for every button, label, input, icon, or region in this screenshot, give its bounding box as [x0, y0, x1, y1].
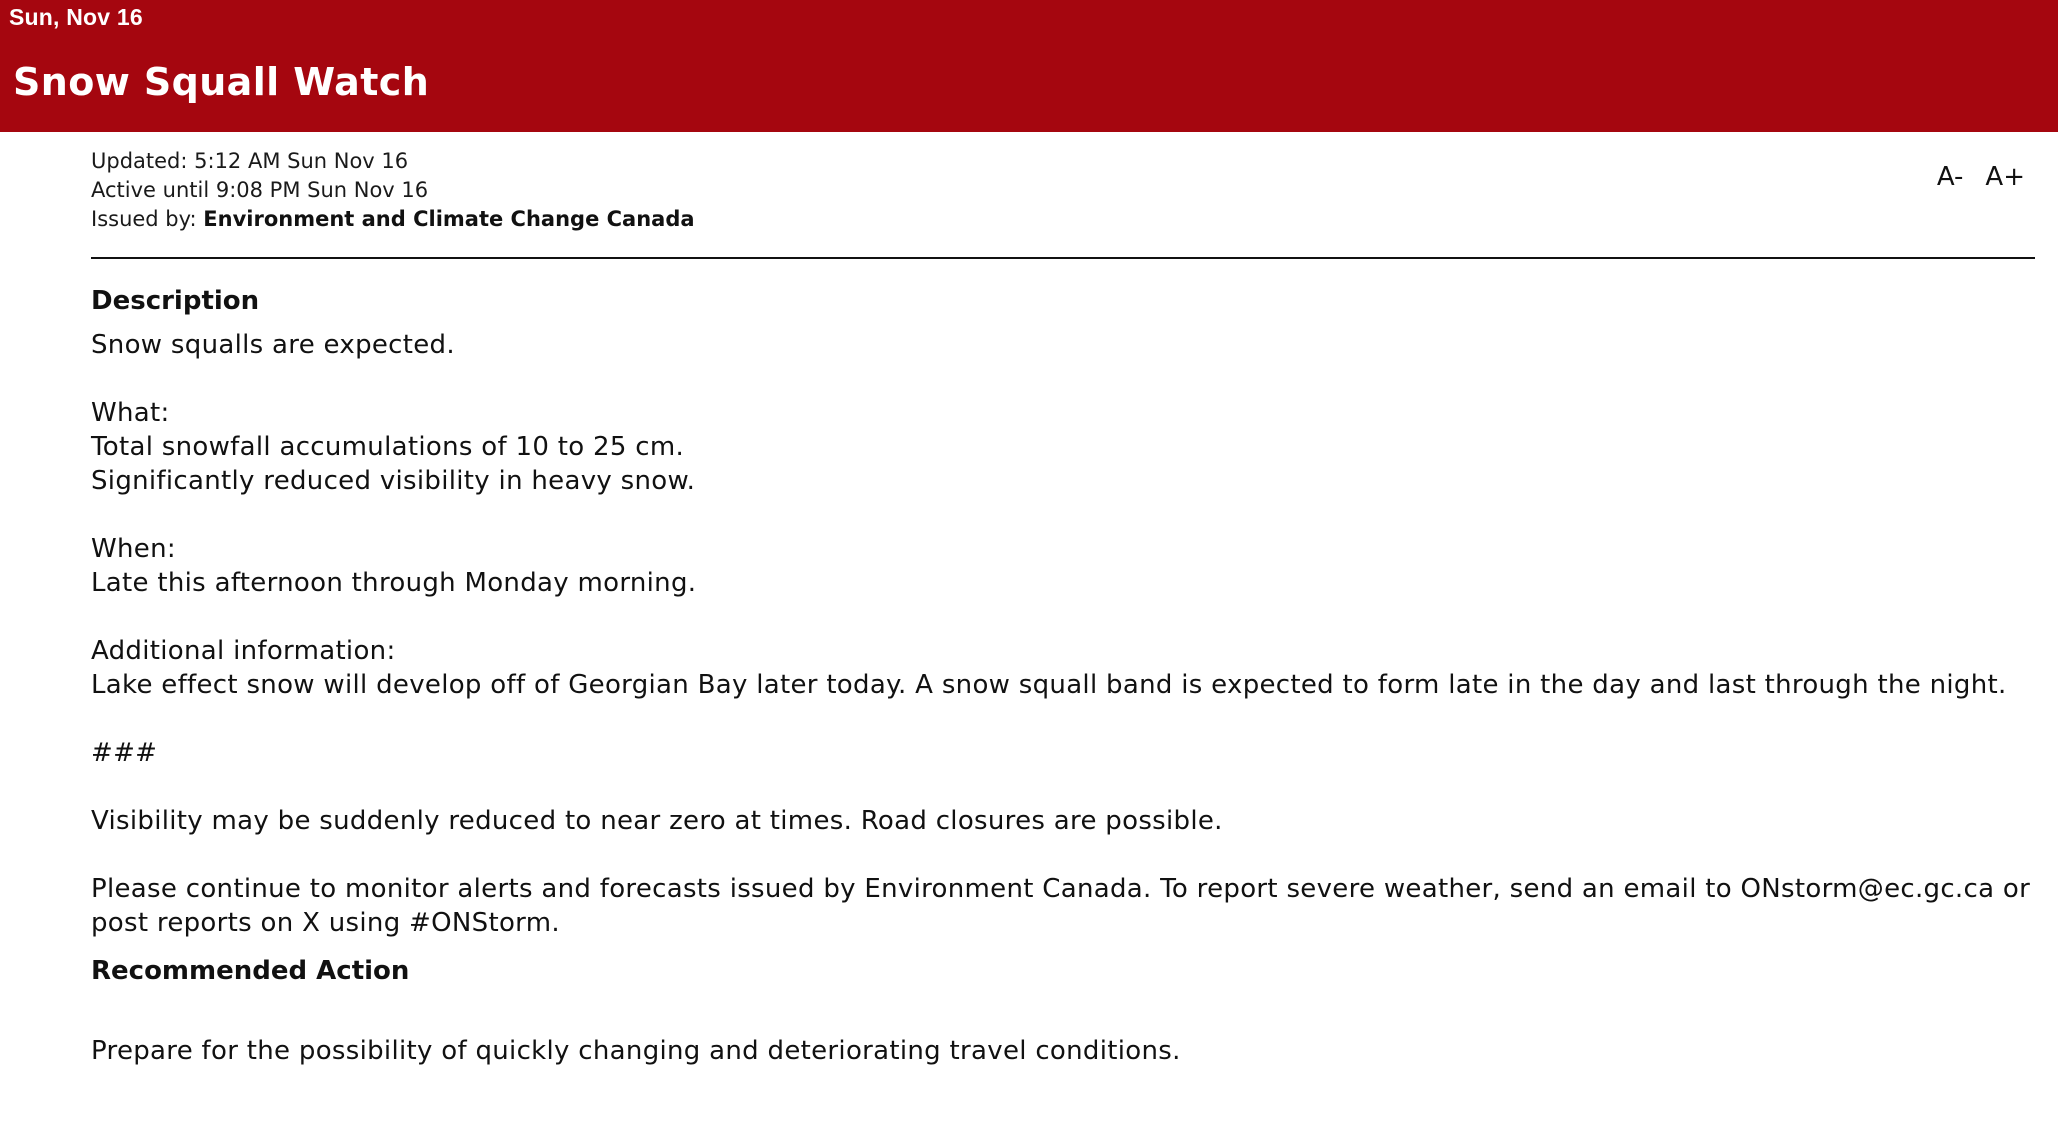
recommended-action-heading: Recommended Action	[91, 956, 410, 986]
font-size-controls	[1937, 162, 2025, 192]
divider	[91, 257, 2035, 259]
alert-content	[91, 282, 2041, 1068]
recommended-action-text: Prepare for the possibility of quickly changing and deteriorating travel conditions.	[91, 1036, 1181, 1066]
updated-time: Updated: 5:12 AM Sun Nov 16	[91, 149, 409, 173]
alert-title: Snow Squall Watch	[13, 60, 430, 104]
header-date: Sun, Nov 16	[9, 4, 143, 30]
issued-by	[91, 205, 695, 234]
description-heading: Description	[91, 286, 260, 316]
alert-meta	[91, 147, 695, 234]
issued-by-value: Environment and Climate Change Canada	[203, 207, 695, 231]
active-until: Active until 9:08 PM Sun Nov 16	[91, 178, 429, 202]
description-text: Snow squalls are expected. What: Total snowfall accumulations of 10 to 25 cm. Significantly reduced visibility in heavy snow. When: Late this afternoon through Monday morning. Additional information: Lake effect snow will develop off of Georgian Bay later today. A snow squall band is expected to form late in the day and last through the night. ### Visibility may be suddenly reduced to near zero at times. Road closures are possible. Please continue to monitor alerts and forecasts issued by Environment Canada. To report severe weather, send an email to ONstorm@ec.gc.ca or post reports on X using #ONStorm.	[91, 330, 2031, 938]
decrease-font-button[interactable]: A-	[1936, 162, 1964, 192]
increase-font-button[interactable]: A+	[1985, 162, 2025, 192]
alert-header	[0, 0, 2058, 132]
issued-by-label: Issued by:	[91, 207, 204, 231]
